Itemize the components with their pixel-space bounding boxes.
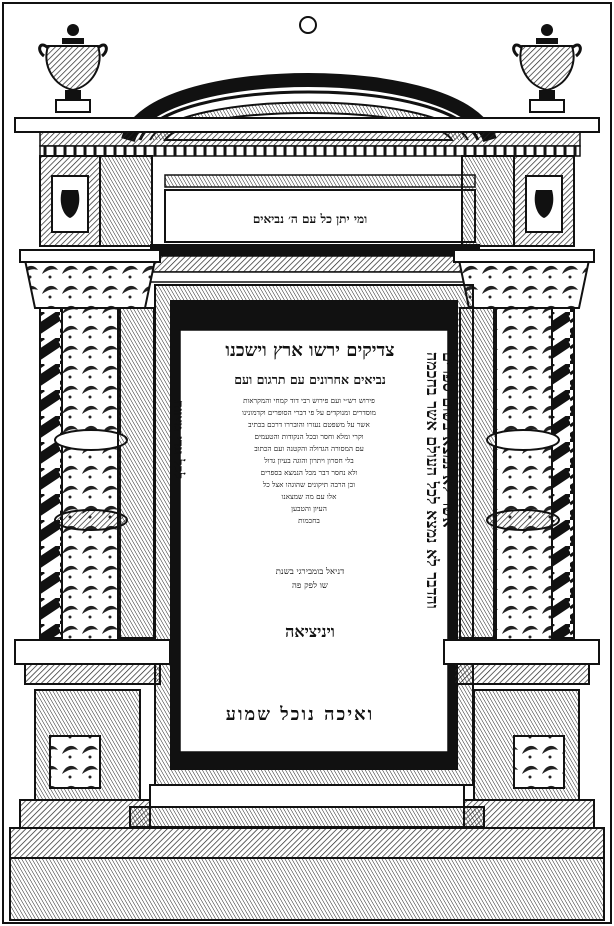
- imprint-line: דניאל בומבירגי בשנת: [275, 567, 345, 577]
- imprint-city: ויניציאה: [285, 622, 335, 641]
- body-line: אלו עם מה שמצאנו: [281, 492, 337, 501]
- body-line: וקרי ומלא וחסר ובכל הנקודות והטעמים: [254, 432, 364, 441]
- lintel-inscription: ומי יתן כל עם ה׳ נביאים: [252, 212, 368, 226]
- body-line: בחכמות: [298, 516, 320, 525]
- side-inscription-right: והדבר לא נמצא לכל העולם אשר בחכמה: [423, 352, 442, 609]
- body-line: עם המסורה הגדולה והקטנה ועם הכתוב: [254, 444, 364, 453]
- body-line: בלי חסרון ויתרון והוגה בעיון גדול: [264, 456, 354, 465]
- side-inscription-middle: אשר לא נמצא בשום ספרים: [439, 352, 458, 528]
- body-line: פירוש רש״י ועם פירוש רבי דוד קמחי והמקראות: [243, 396, 375, 405]
- side-inscription-left: לכל עדי מצוות: [170, 400, 186, 480]
- body-line: אשר על משפטם נעזרו והובררו דרכם בכתיב: [248, 420, 370, 429]
- book-title: צדיקים ירשו ארץ וישכנו: [225, 340, 395, 361]
- book-subtitle: נביאים אחרונים עם תרגום ועם: [234, 372, 386, 387]
- imprint-date: שו לפק פה: [292, 581, 328, 591]
- body-line: מוסדרים ומנוקדים על פי דברי הסופרים וקדמונינו: [242, 408, 376, 417]
- bottom-motto: ואיכה נוכל שמוע: [225, 704, 375, 725]
- body-line: העיון והטבען: [291, 504, 327, 513]
- body-line: וכן הרבה תיקונים שהוגהו אצל כל: [262, 480, 356, 489]
- body-line: ולא נחסר דבר מכל הנמצא בספרים: [260, 468, 358, 477]
